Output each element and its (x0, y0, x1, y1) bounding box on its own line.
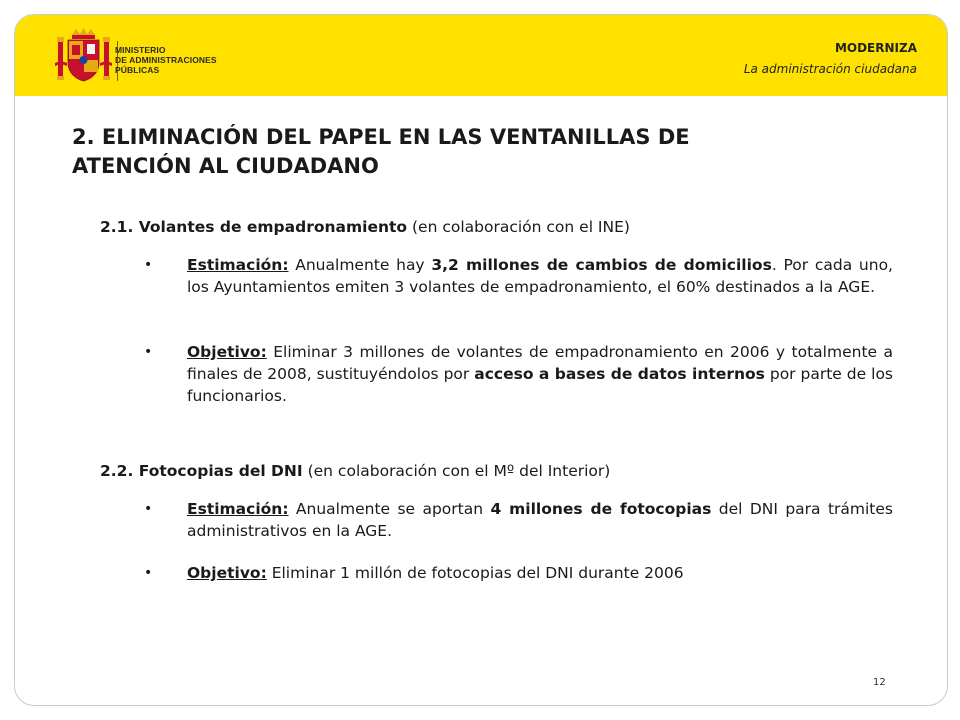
item-label: Objetivo: (187, 564, 267, 582)
item-highlight: acceso a bases de datos internos (474, 365, 765, 383)
section-heading-bold: 2.2. Fotocopias del DNI (100, 462, 303, 480)
bullet-icon: • (144, 344, 153, 360)
section-heading (100, 461, 610, 481)
slide-title-line: ATENCIÓN AL CIUDADANO (72, 154, 379, 178)
list-item (187, 341, 893, 407)
list-item (187, 498, 893, 542)
list-item (187, 254, 893, 298)
item-text: . Por cada uno, los Ayuntamientos emiten 3 volantes de empadronamiento, el 60% destinados a la AGE. (187, 256, 893, 296)
item-text: del DNI para trámites administrativos en la AGE. (187, 500, 893, 540)
section-heading (100, 217, 630, 237)
item-text: por parte de los funcionarios. (187, 365, 894, 405)
item-highlight: 3,2 millones de cambios de domicilios (431, 256, 772, 274)
section-heading-rest: (en colaboración con el INE) (407, 218, 630, 236)
slide (14, 14, 948, 706)
bullet-icon: • (144, 257, 153, 273)
item-label: Estimación: (187, 256, 289, 274)
list-item (187, 562, 893, 584)
item-text: Anualmente se aportan (288, 500, 491, 518)
brand-tagline: La administración ciudadana (743, 62, 917, 76)
ministry-name-line: MINISTERIO (115, 45, 166, 55)
slide-title-line: 2. ELIMINACIÓN DEL PAPEL EN LAS VENTANILLAS DE (72, 125, 690, 149)
item-highlight: 4 millones de fotocopias (490, 500, 712, 518)
brand-name: MODERNIZA (834, 41, 917, 55)
slide-title (72, 123, 832, 181)
item-label: Estimación: (187, 500, 289, 518)
section-heading-bold: 2.1. Volantes de empadronamiento (100, 218, 408, 236)
item-text: Anualmente hay (288, 256, 432, 274)
item-text: Eliminar 1 millón de fotocopias del DNI durante 2006 (266, 564, 684, 582)
bullet-icon: • (144, 565, 153, 581)
ministry-name-line: DE ADMINISTRACIONES (115, 55, 217, 65)
item-label: Objetivo: (187, 343, 267, 361)
header-band (15, 15, 947, 96)
ministry-name (115, 45, 217, 75)
page-number: 12 (873, 677, 886, 688)
ministry-name-line: PÚBLICAS (115, 65, 160, 75)
bullet-icon: • (144, 501, 153, 517)
section-heading-rest: (en colaboración con el Mº del Interior) (302, 462, 611, 480)
item-text: Eliminar 3 millones de volantes de empadronamiento en 2006 y totalmente a finales de 2008, sustituyéndolos por (187, 343, 893, 383)
brand-block (744, 41, 917, 76)
